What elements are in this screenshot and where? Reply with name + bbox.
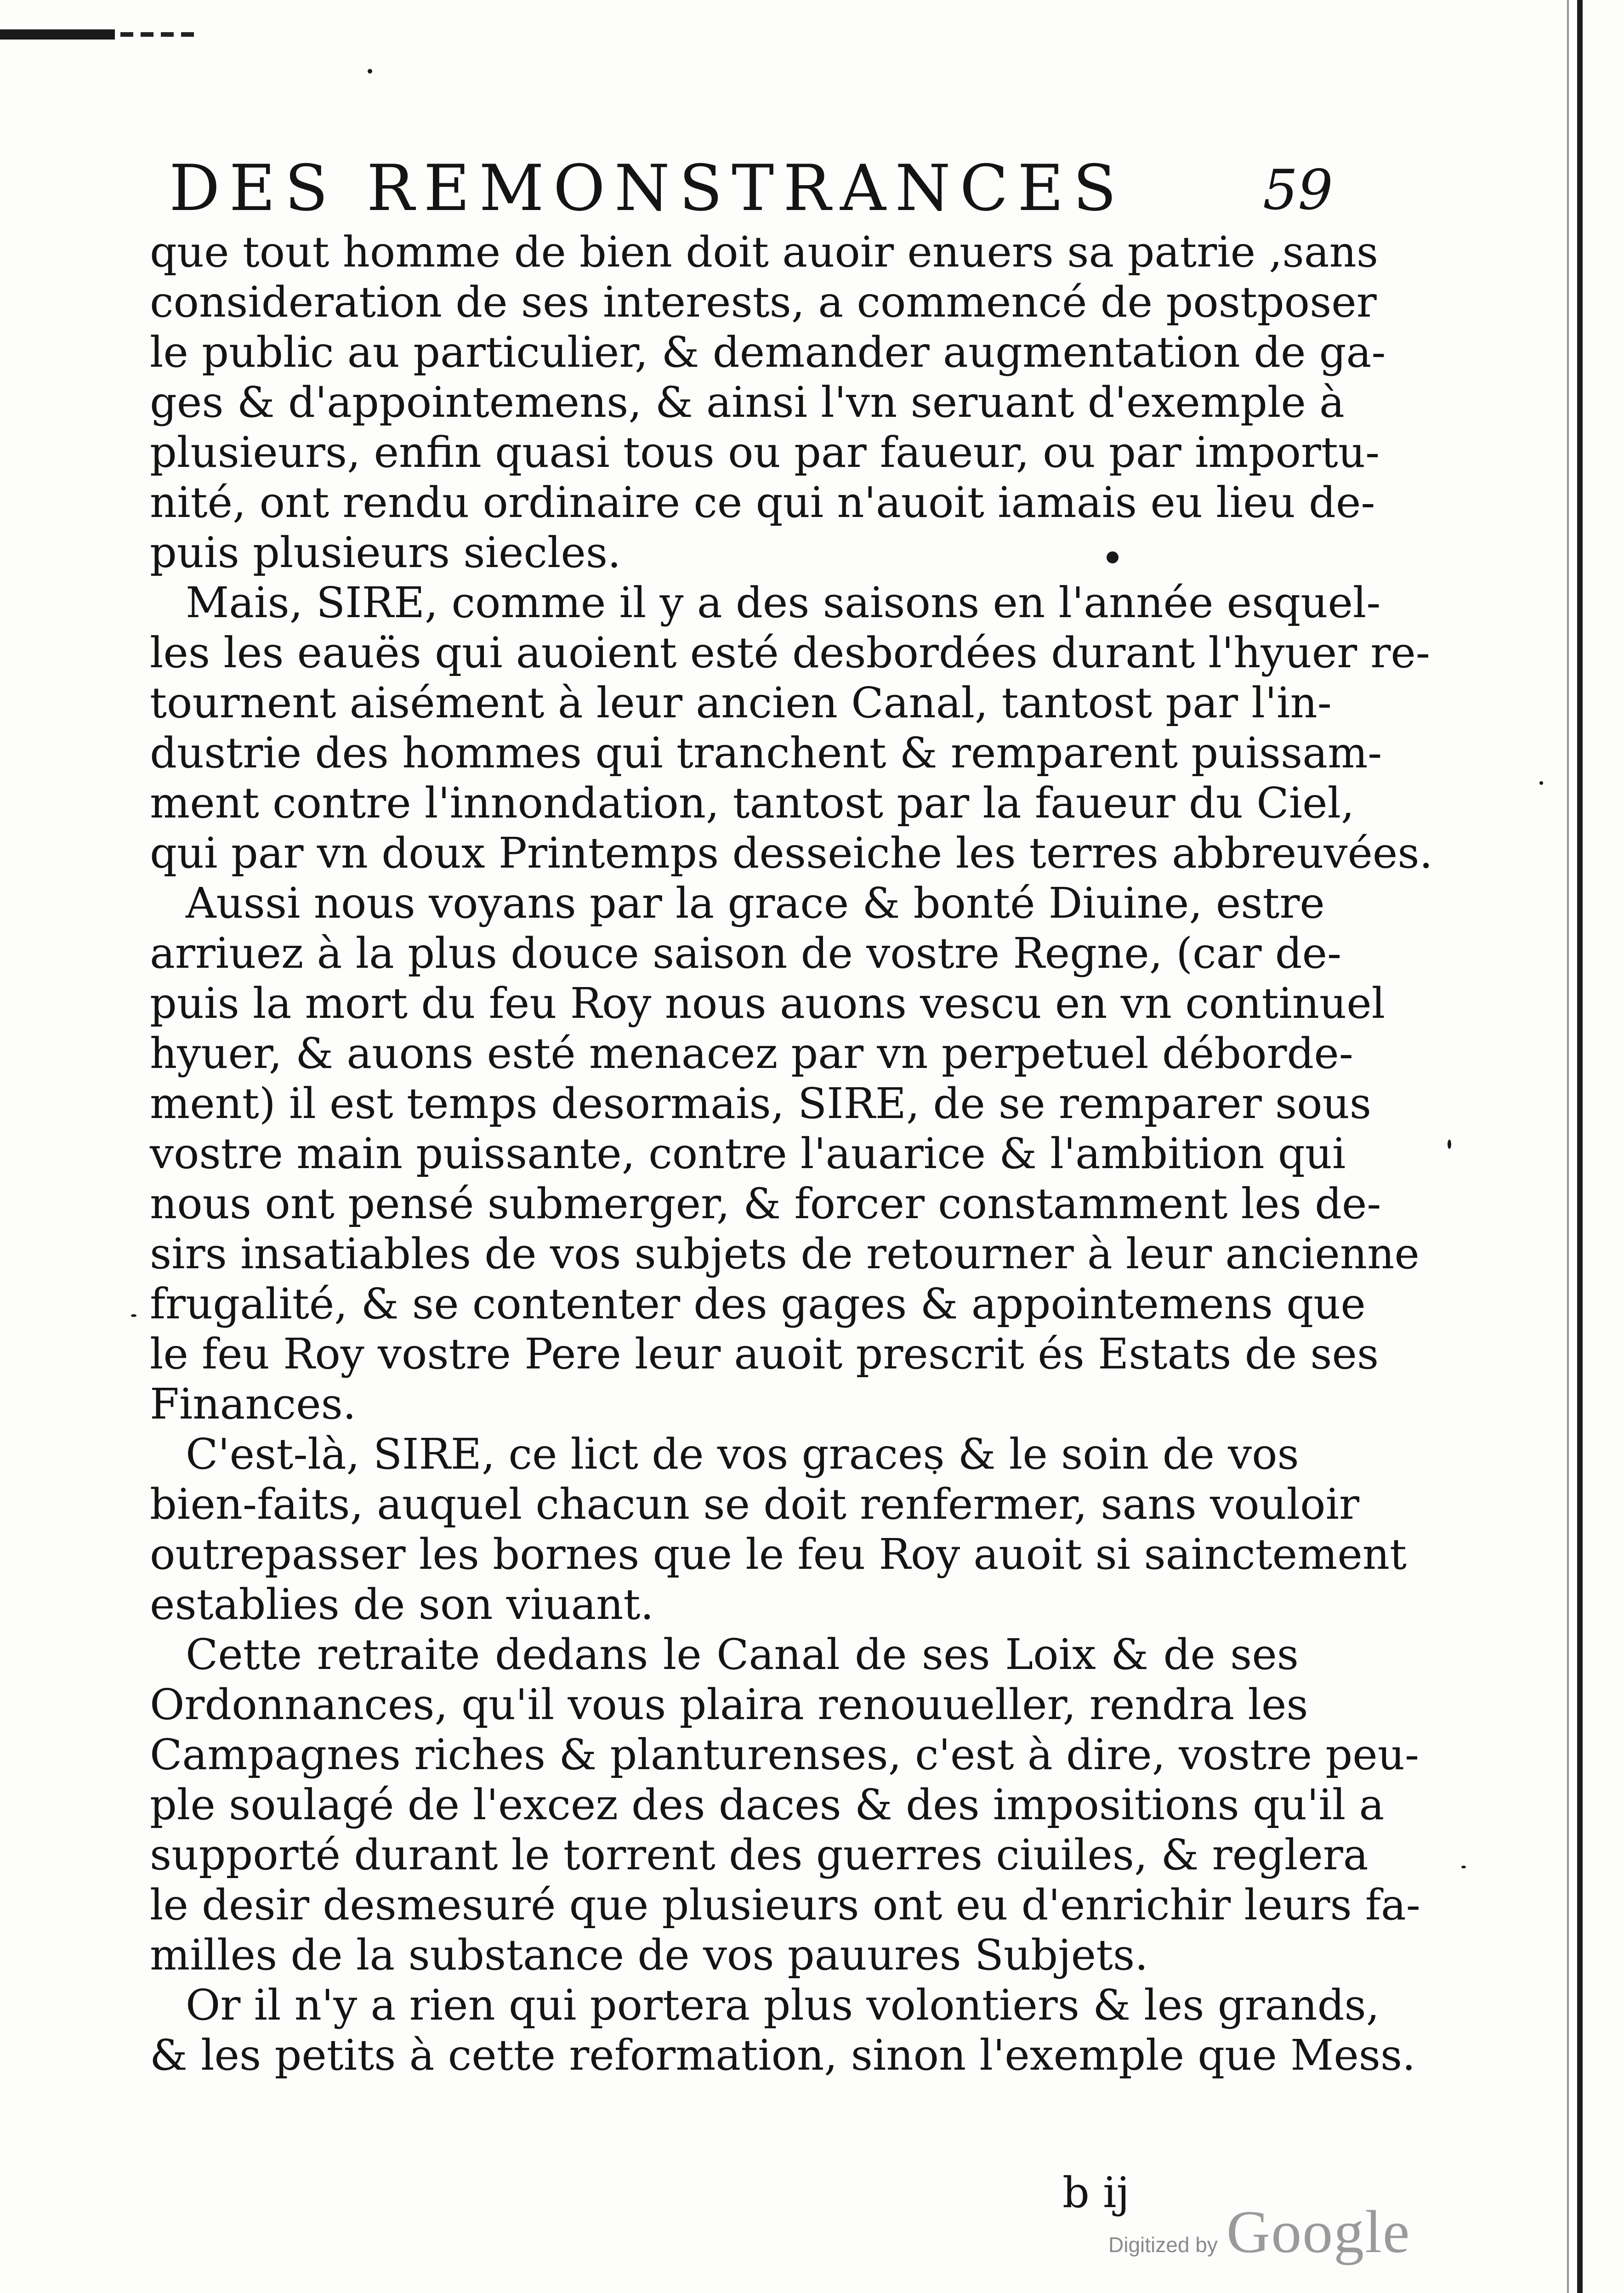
page-number: 59	[1263, 159, 1333, 222]
digitized-watermark	[1108, 2197, 1411, 2265]
text-line: C'est-là, SIRE, ce lict de vos graces & le soin de vos	[186, 1430, 1299, 1479]
text-line: nous ont pensé submerger, & forcer constamment les de-	[150, 1179, 1381, 1228]
scan-edge-dashes	[120, 32, 194, 37]
text-line: ges & d'appointemens, & ainsi l'vn seruant d'exemple à	[150, 378, 1345, 427]
text-line: supporté durant le torrent des guerres ciuiles, & reglera	[150, 1830, 1368, 1879]
text-line: Finances.	[150, 1379, 357, 1429]
running-title: DES REMONSTRANCES	[169, 151, 1126, 225]
text-line: ment) il est temps desormais, SIRE, de se remparer sous	[150, 1079, 1372, 1128]
text-line: outrepasser les bornes que le feu Roy auoit si sainctement	[150, 1530, 1407, 1579]
text-line: & les petits à cette reformation, sinon l'exemple que Mess.	[150, 2031, 1416, 2080]
text-line: establies de son viuant.	[150, 1580, 654, 1629]
page-margin-line	[1577, 0, 1583, 2293]
text-line: Ordonnances, qu'il vous plaira renouueller, rendra les	[150, 1680, 1308, 1729]
text-line: Campagnes riches & planturenses, c'est à dire, vostre peu-	[150, 1730, 1420, 1779]
text-line: Mais, SIRE, comme il y a des saisons en l'année esquel-	[186, 578, 1381, 627]
ink-speck	[1461, 1866, 1466, 1868]
text-line: dustrie des hommes qui tranchent & remparent puissam-	[150, 728, 1382, 778]
text-line: arriuez à la plus douce saison de vostre Regne, (car de-	[150, 929, 1342, 978]
ink-speck	[1539, 781, 1543, 785]
text-line: Or il n'y a rien qui portera plus volontiers & les grands,	[186, 1981, 1380, 2030]
text-line: milles de la substance de vos pauures Subjets.	[150, 1930, 1148, 1980]
text-line: puis la mort du feu Roy nous auons vescu en vn continuel	[150, 979, 1386, 1028]
text-line: le desir desmesuré que plusieurs ont eu d'enrichir leurs fa-	[150, 1880, 1420, 1930]
page-header	[169, 151, 1333, 225]
text-line: consideration de ses interests, a commencé de postposer	[150, 278, 1377, 327]
text-line: plusieurs, enfin quasi tous ou par faueur, ou par importu-	[150, 428, 1380, 477]
digitized-by-label: Digitized by	[1108, 2233, 1218, 2257]
scan-edge-rule	[0, 29, 115, 40]
text-line: hyuer, & auons esté menacez par vn perpetuel déborde-	[150, 1029, 1353, 1078]
text-line: le feu Roy vostre Pere leur auoit prescrit és Estats de ses	[150, 1329, 1379, 1379]
text-line: vostre main puissante, contre l'auarice & l'ambition qui	[150, 1129, 1346, 1178]
page-margin-shadow	[1567, 0, 1569, 2293]
ink-speck	[1448, 1140, 1451, 1149]
signature-mark: b ij	[1062, 2168, 1130, 2217]
text-line: puis plusieurs siecles.	[150, 528, 621, 577]
text-line: Aussi nous voyans par la grace & bonté Diuine, estre	[186, 879, 1325, 928]
text-line: sirs insatiables de vos subjets de retourner à leur ancienne	[150, 1229, 1420, 1278]
text-line: tournent aisément à leur ancien Canal, tantost par l'in-	[150, 678, 1332, 727]
text-line: les les eauës qui auoient esté desbordées durant l'hyuer re-	[150, 628, 1430, 677]
body-text	[150, 227, 1433, 2080]
text-line: frugalité, & se contenter des gages & appointemens que	[150, 1279, 1366, 1328]
text-line: le public au particulier, & demander augmentation de ga-	[150, 328, 1386, 377]
text-line: bien-faits, auquel chacun se doit renfermer, sans vouloir	[150, 1480, 1359, 1529]
text-line: nité, ont rendu ordinaire ce qui n'auoit iamais eu lieu de-	[150, 478, 1375, 527]
text-line: qui par vn doux Printemps desseiche les terres abbreuvées.	[150, 829, 1433, 878]
ink-speck	[368, 69, 372, 74]
ink-speck	[131, 1314, 136, 1317]
text-line: Cette retraite dedans le Canal de ses Loix & de ses	[186, 1630, 1299, 1679]
google-logo: Google	[1226, 2198, 1411, 2265]
text-line: que tout homme de bien doit auoir enuers sa patrie ,sans	[150, 227, 1379, 277]
text-line: ment contre l'innondation, tantost par la faueur du Ciel,	[150, 778, 1355, 828]
text-line: ple soulagé de l'excez des daces & des impositions qu'il a	[150, 1780, 1385, 1829]
